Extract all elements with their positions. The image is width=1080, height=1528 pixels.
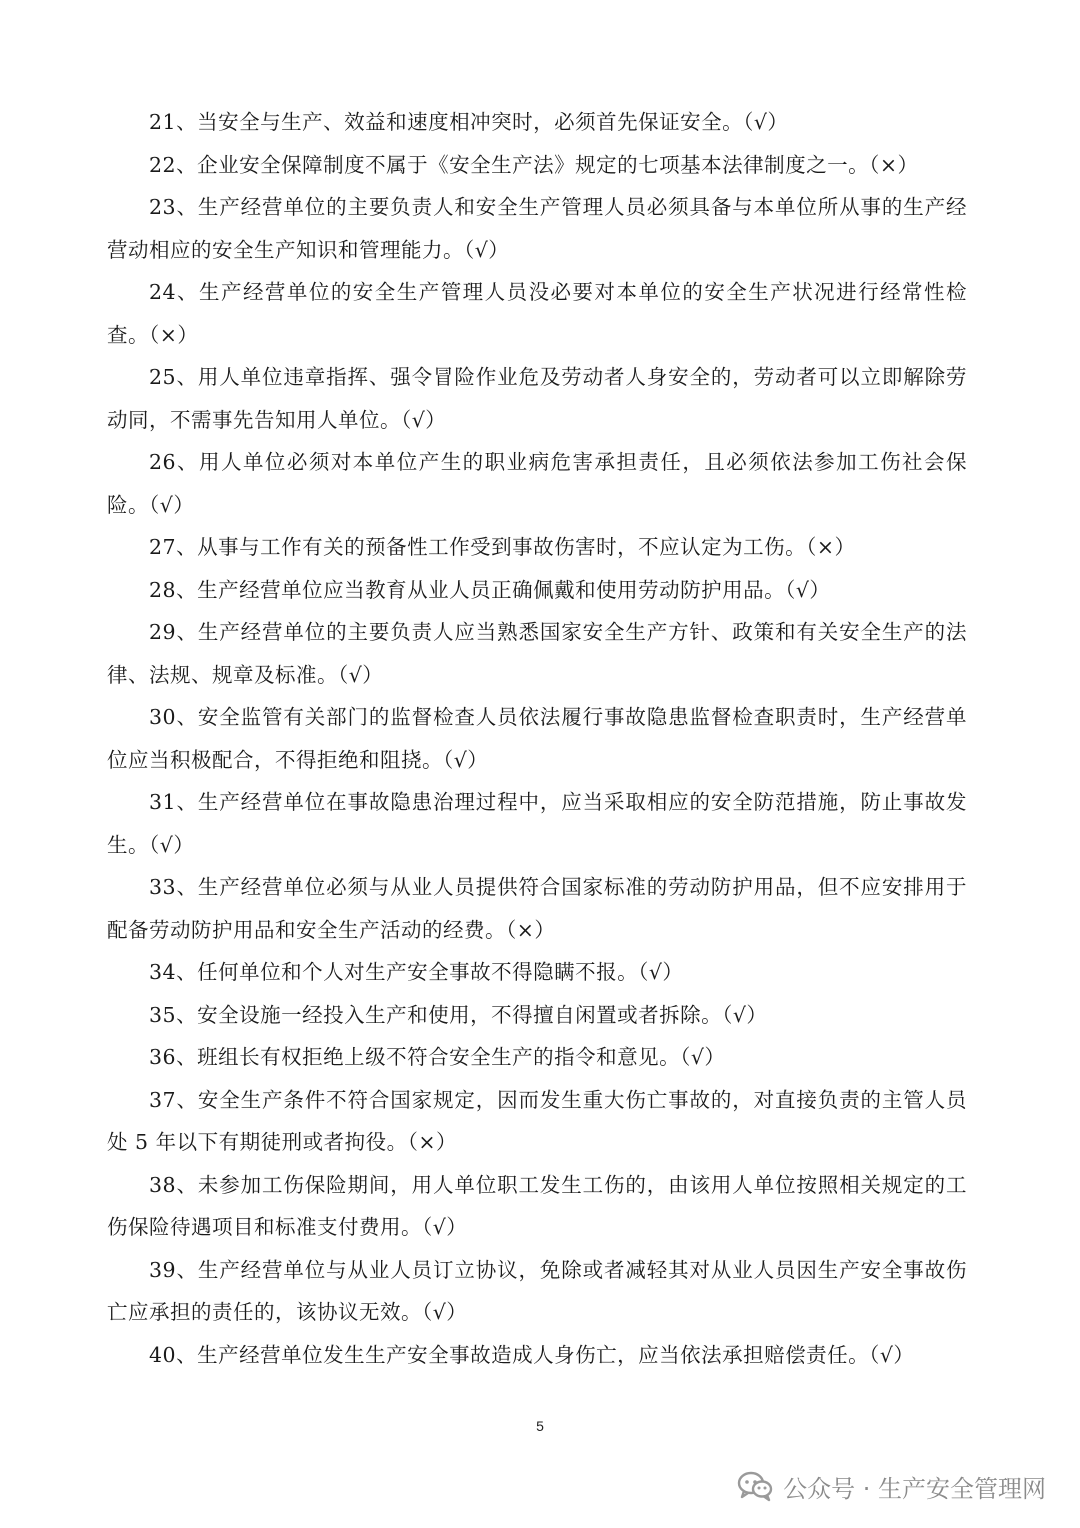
list-item: 23、生产经营单位的主要负责人和安全生产管理人员必须具备与本单位所从事的生产经营动相应的安全生产知识和管理能力。（√） xyxy=(107,195,967,262)
list-item: 28、生产经营单位应当教育从业人员正确佩戴和使用劳动防护用品。（√） xyxy=(149,577,831,602)
list-item: 33、生产经营单位必须与从业人员提供符合国家标准的劳动防护用品，但不应安排用于配备劳动防护用品和安全生产活动的经费。（×） xyxy=(107,875,967,942)
page-number: 5 xyxy=(536,1418,544,1434)
list-item: 38、未参加工伤保险期间，用人单位职工发生工伤的，由该用人单位按照相关规定的工伤保险待遇项目和标准支付费用。（√） xyxy=(107,1172,967,1239)
list-item: 27、从事与工作有关的预备性工作受到事故伤害时，不应认定为工伤。（×） xyxy=(149,535,856,559)
list-item: 21、当安全与生产、效益和速度相冲突时，必须首先保证安全。（√） xyxy=(149,110,789,134)
list-item: 30、安全监管有关部门的监督检查人员依法履行事故隐患监督检查职责时，生产经营单位应当积极配合，不得拒绝和阻挠。（√） xyxy=(107,705,967,772)
list-item: 36、班组长有权拒绝上级不符合安全生产的指令和意见。（√） xyxy=(149,1045,726,1069)
list-item: 35、安全设施一经投入生产和使用，不得擅自闲置或者拆除。（√） xyxy=(149,1002,768,1027)
question-list xyxy=(107,101,967,1376)
list-item: 26、用人单位必须对本单位产生的职业病危害承担责任，且必须依法参加工伤社会保险。（√） xyxy=(107,450,967,517)
list-item: 40、生产经营单位发生生产安全事故造成人身伤亡，应当依法承担赔偿责任。（√） xyxy=(149,1342,915,1367)
list-item: 29、生产经营单位的主要负责人应当熟悉国家安全生产方针、政策和有关安全生产的法律、法规、规章及标准。（√） xyxy=(107,620,967,687)
wechat-icon xyxy=(737,1470,773,1502)
list-item: 39、生产经营单位与从业人员订立协议，免除或者减轻其对从业人员因生产安全事故伤亡应承担的责任的，该协议无效。（√） xyxy=(107,1257,967,1324)
list-item: 25、用人单位违章指挥、强令冒险作业危及劳动者人身安全的，劳动者可以立即解除劳动同，不需事先告知用人单位。（√） xyxy=(107,365,967,432)
watermark-text: 公众号 · 生产安全管理网 xyxy=(783,1474,1046,1503)
list-item: 22、企业安全保障制度不属于《安全生产法》规定的七项基本法律制度之一。（×） xyxy=(149,152,919,177)
list-item: 31、生产经营单位在事故隐患治理过程中，应当采取相应的安全防范措施，防止事故发生。（√） xyxy=(107,790,967,857)
watermark xyxy=(737,1466,1046,1506)
list-item: 24、生产经营单位的安全生产管理人员没必要对本单位的安全生产状况进行经常性检查。（×） xyxy=(107,280,967,347)
list-item: 37、安全生产条件不符合国家规定，因而发生重大伤亡事故的，对直接负责的主管人员处 5 年以下有期徒刑或者拘役。（×） xyxy=(107,1087,967,1154)
list-item: 34、任何单位和个人对生产安全事故不得隐瞒不报。（√） xyxy=(149,960,684,984)
